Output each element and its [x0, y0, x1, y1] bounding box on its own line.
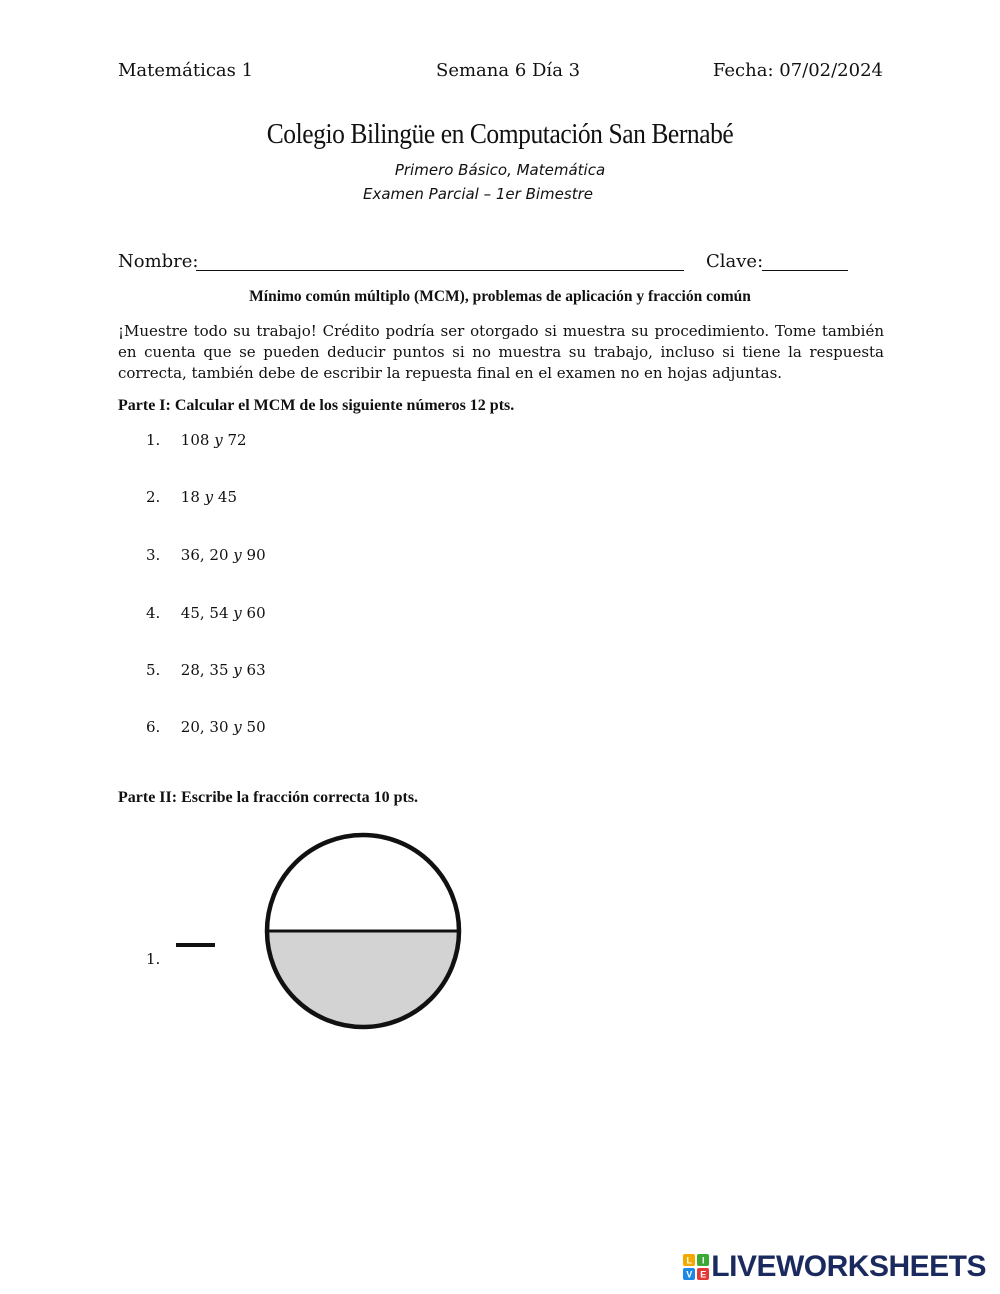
item-last-number: 60 — [246, 604, 266, 622]
item-last-number: 90 — [246, 546, 266, 564]
svg-text:I: I — [702, 1255, 705, 1266]
item-conjunction: y — [204, 488, 214, 506]
item-numbers: 18 — [180, 488, 200, 506]
instructions-text: ¡Muestre todo su trabajo! Crédito podría ser otorgado si muestra su procedimiento. Tome también en cuenta que se pueden deducir puntos si no muestra su trabajo, incluso si tiene la respuesta correcta, también debe de escribir la repuesta final en el examen no en hojas adjuntas. — [118, 322, 884, 382]
key-label: Clave: — [706, 251, 764, 272]
item-conjunction: y — [233, 604, 242, 622]
school-title: Colegio Bilingüe en Computación San Bernabé — [266, 118, 734, 150]
svg-text:L: L — [686, 1255, 692, 1266]
part1-item — [146, 604, 266, 622]
date-label: Fecha: 07/02/2024 — [712, 60, 883, 81]
item-last-number: 72 — [227, 431, 247, 449]
part1-item — [146, 488, 237, 506]
item-conjunction: y — [233, 546, 242, 564]
part1-title: Parte I: Calcular el MCM de los siguiente números 12 pts. — [118, 397, 515, 414]
brand-text: LIVEWORKSHEETS — [711, 1250, 986, 1283]
item-number: 5. — [146, 661, 161, 679]
item-number: 1. — [146, 431, 161, 449]
part2-item-number: 1. — [146, 950, 161, 968]
name-label: Nombre: — [118, 251, 199, 272]
course-label: Matemáticas 1 — [118, 60, 254, 81]
fraction-answer-field[interactable] — [176, 943, 215, 947]
svg-text:V: V — [686, 1269, 693, 1280]
liveworksheets-logo — [683, 1250, 986, 1284]
item-conjunction: y — [233, 661, 242, 679]
item-numbers: 45, 54 — [180, 604, 229, 622]
item-numbers: 28, 35 — [180, 661, 229, 679]
grade-subtitle: Primero Básico, Matemática — [394, 161, 606, 179]
item-number: 2. — [146, 488, 161, 506]
item-numbers: 36, 20 — [180, 546, 229, 564]
item-number: 6. — [146, 718, 161, 736]
item-last-number: 50 — [246, 718, 266, 736]
part1-item — [146, 661, 266, 679]
item-conjunction: y — [214, 431, 223, 449]
item-number: 4. — [146, 604, 161, 622]
shaded-half — [267, 931, 459, 1027]
item-numbers: 108 — [180, 431, 210, 449]
part1-item — [146, 546, 266, 564]
key-field[interactable] — [762, 270, 848, 271]
part2-title: Parte II: Escribe la fracción correcta 10 pts. — [118, 789, 419, 806]
name-field[interactable] — [196, 270, 684, 271]
part1-item — [146, 718, 266, 736]
week-label: Semana 6 Día 3 — [436, 60, 581, 81]
exam-subtitle: Examen Parcial – 1er Bimestre — [363, 185, 593, 203]
item-numbers: 20, 30 — [180, 718, 229, 736]
item-conjunction: y — [233, 718, 242, 736]
fraction-circle — [262, 830, 464, 1032]
svg-text:E: E — [700, 1269, 707, 1280]
part1-item — [146, 431, 247, 449]
item-last-number: 63 — [246, 661, 266, 679]
topic-heading: Mínimo común múltiplo (MCM), problemas de aplicación y fracción común — [249, 288, 751, 305]
item-last-number: 45 — [217, 488, 238, 506]
brand-icon — [683, 1254, 709, 1280]
item-number: 3. — [146, 546, 161, 564]
